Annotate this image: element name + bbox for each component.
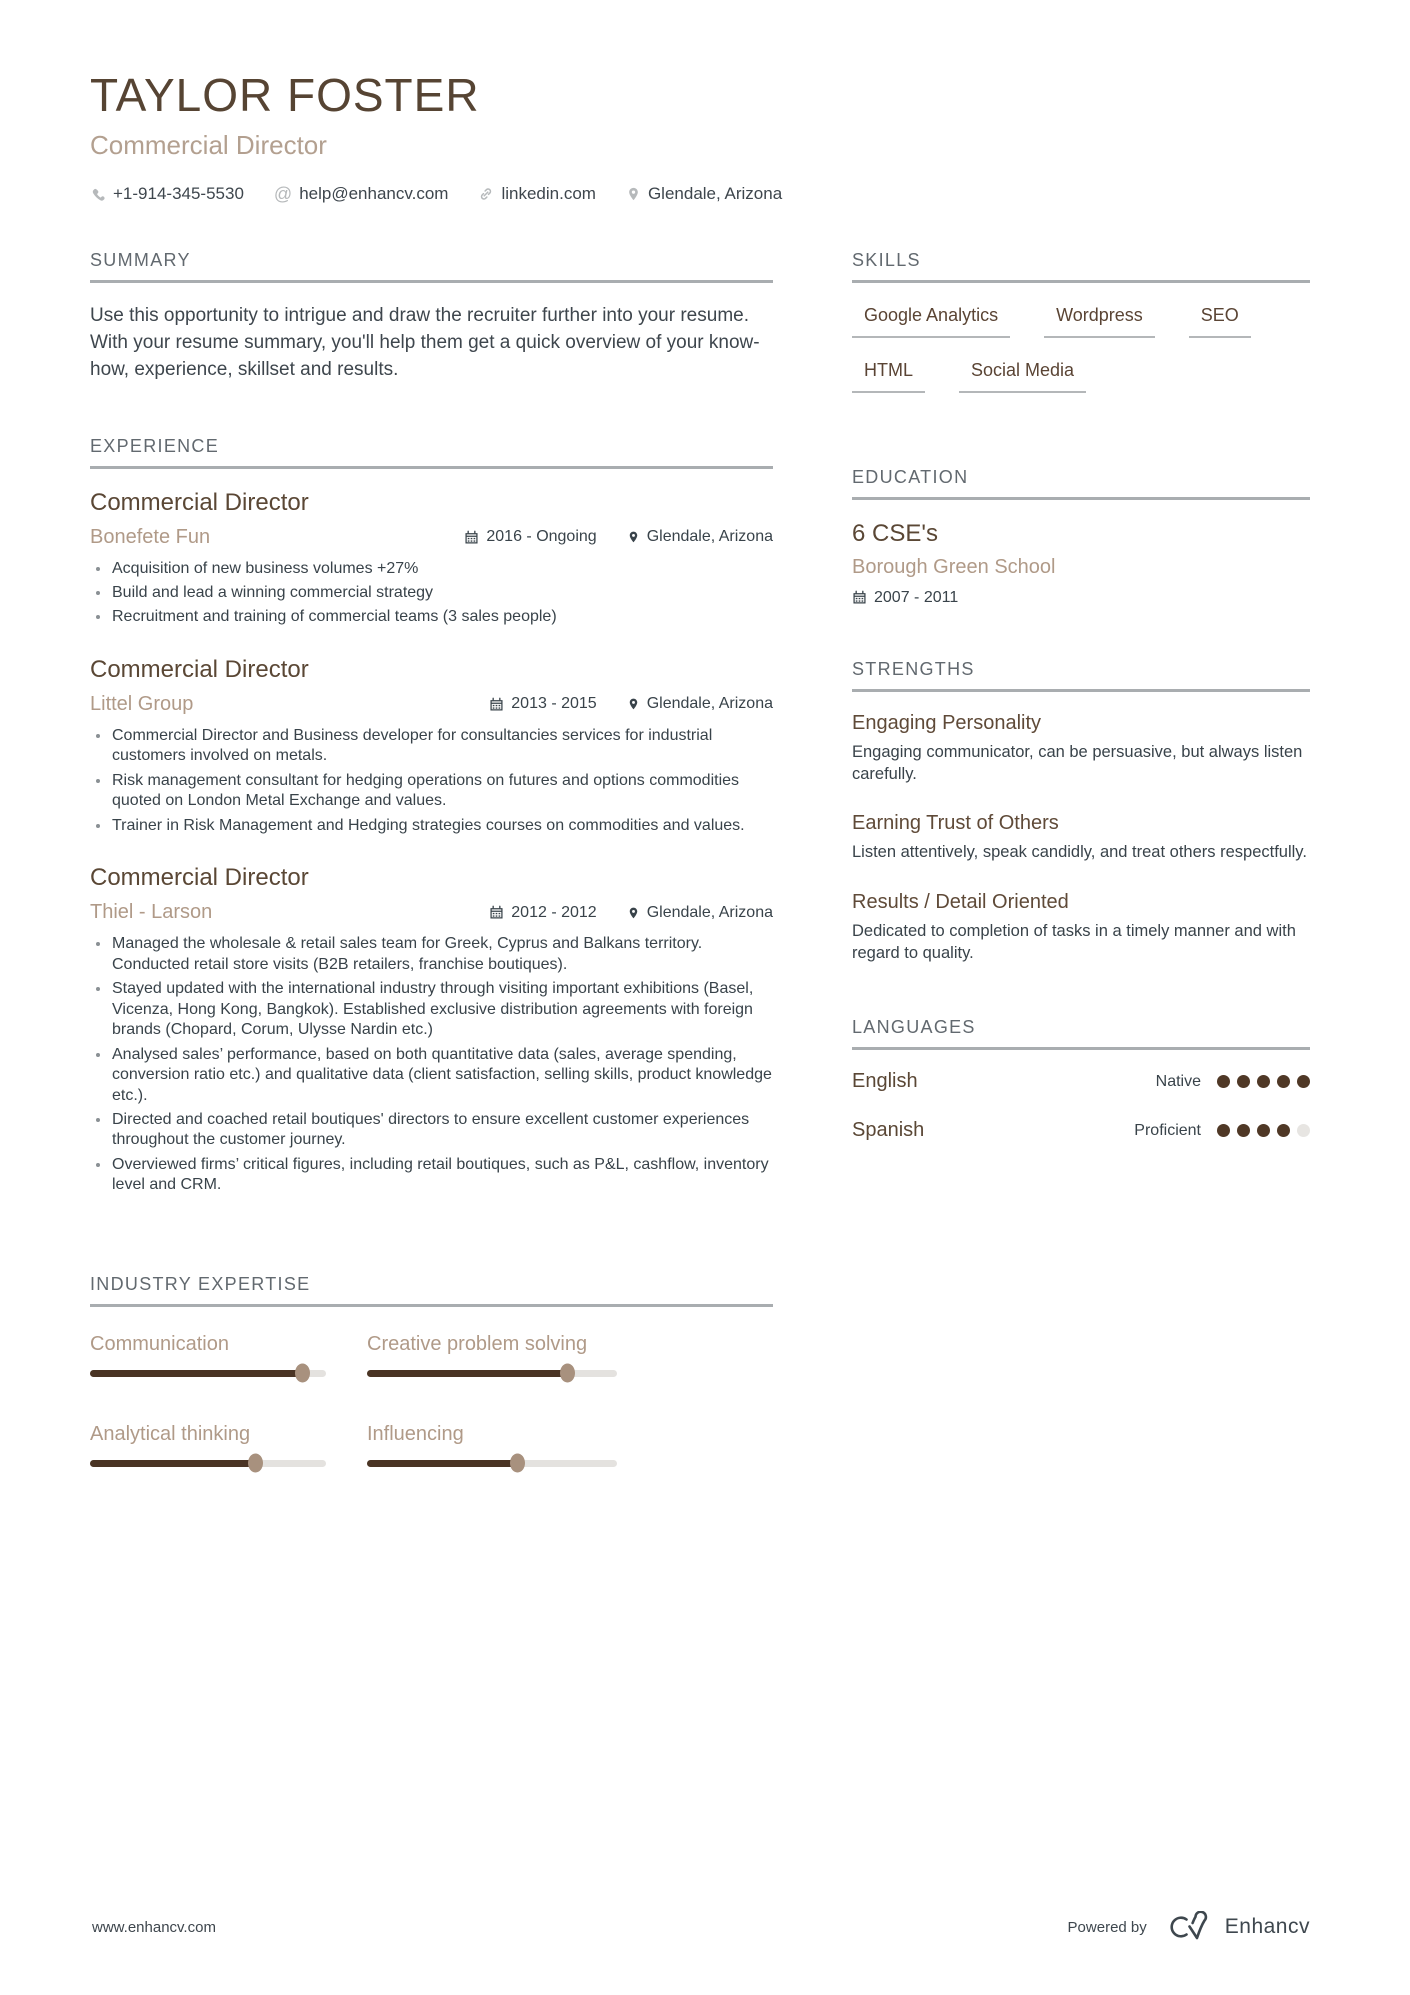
job-location bbox=[627, 528, 773, 546]
summary-heading: SUMMARY bbox=[90, 250, 773, 283]
skill-tag: Google Analytics bbox=[852, 305, 1010, 338]
bullet-dot bbox=[96, 734, 100, 738]
link-icon bbox=[478, 186, 494, 202]
summary-text: Use this opportunity to intrigue and draw the recruiter further into your resume. With your resume summary, you'll help them get a quick overview of your know-how, experience, skillset and results. bbox=[90, 304, 760, 380]
person-name: TAYLOR FOSTER bbox=[90, 69, 480, 121]
expertise-item bbox=[90, 1423, 326, 1467]
education-dates bbox=[852, 589, 1310, 607]
level-dot bbox=[1257, 1124, 1270, 1137]
level-dot bbox=[1297, 1124, 1310, 1137]
expertise-label: Creative problem solving bbox=[367, 1332, 588, 1355]
expertise-item bbox=[367, 1423, 617, 1467]
language-level: Native bbox=[1155, 1072, 1201, 1090]
job-dates bbox=[464, 528, 596, 546]
expertise-label: Analytical thinking bbox=[90, 1422, 251, 1445]
level-dot bbox=[1257, 1075, 1270, 1088]
location-pin-icon bbox=[627, 697, 640, 711]
job-title: Commercial Director bbox=[90, 655, 309, 683]
skill-tag: Social Media bbox=[959, 360, 1086, 393]
slider-knob[interactable] bbox=[510, 1454, 525, 1473]
bullet-item: Build and lead a winning commercial strategy bbox=[90, 583, 773, 603]
strength-text: Engaging communicator, can be persuasive, but always listen carefully. bbox=[852, 742, 1303, 783]
left-column bbox=[90, 250, 773, 1519]
education-dates-text: 2007 - 2011 bbox=[874, 588, 959, 606]
bullet-dot bbox=[96, 1163, 100, 1167]
level-dot bbox=[1277, 1124, 1290, 1137]
experience-entry bbox=[90, 864, 773, 1196]
job-dates-text: 2012 - 2012 bbox=[511, 903, 597, 921]
level-dot bbox=[1277, 1075, 1290, 1088]
bullet-item: Commercial Director and Business developer for consultancies services for industrial customers involved on metals. bbox=[90, 726, 773, 767]
job-location-text: Glendale, Arizona bbox=[646, 695, 773, 713]
experience-heading: EXPERIENCE bbox=[90, 436, 773, 469]
section-strengths bbox=[852, 659, 1310, 966]
language-level: Proficient bbox=[1134, 1121, 1201, 1139]
education-degree: 6 CSE's bbox=[852, 519, 938, 547]
section-education bbox=[852, 467, 1310, 607]
experience-entry bbox=[90, 656, 773, 836]
calendar-icon bbox=[489, 905, 504, 920]
strength-text: Listen attentively, speak candidly, and treat others respectfully. bbox=[852, 843, 1307, 862]
footer-website-link[interactable]: www.enhancv.com bbox=[92, 1918, 216, 1936]
bullet-item: Stayed updated with the international industry through visiting important exhibitions (Basel, Vicenza, Hong Kong, Bangkok). Established exclusive distribution agreements with foreign brands (Chopard, Corum, Ulysse Nardin etc.) bbox=[90, 979, 773, 1040]
job-bullets bbox=[90, 726, 773, 836]
job-location bbox=[627, 904, 773, 922]
bullet-item: Overviewed firms’ critical figures, including retail boutiques, such as P&L, cashflow, inventory level and CRM. bbox=[90, 1155, 773, 1196]
page-footer bbox=[0, 1911, 1410, 1943]
location-pin-icon bbox=[627, 906, 640, 920]
skill-tag: Wordpress bbox=[1044, 305, 1155, 338]
job-dates bbox=[489, 695, 596, 713]
calendar-icon bbox=[464, 530, 479, 545]
job-company: Bonefete Fun bbox=[90, 525, 211, 548]
contact-phone-text: +1-914-345-5530 bbox=[113, 183, 244, 203]
bullet-item: Managed the wholesale & retail sales team for Greek, Cyprus and Balkans territory. Conducted retail store visits (B2B retailers, franchise boutiques). bbox=[90, 934, 773, 975]
languages-heading: LANGUAGES bbox=[852, 1017, 1310, 1050]
education-school: Borough Green School bbox=[852, 555, 1056, 578]
strength-item bbox=[852, 812, 1310, 864]
expertise-slider[interactable] bbox=[367, 1370, 617, 1377]
job-title: Commercial Director bbox=[90, 864, 309, 892]
brand-name: Enhancv bbox=[1224, 1915, 1310, 1938]
strengths-heading: STRENGTHS bbox=[852, 659, 1310, 692]
contact-link-text: linkedin.com bbox=[501, 183, 596, 203]
level-dot bbox=[1237, 1075, 1250, 1088]
bullet-dot bbox=[96, 987, 100, 991]
expertise-item bbox=[90, 1333, 326, 1377]
industry-expertise-heading: INDUSTRY EXPERTISE bbox=[90, 1274, 773, 1307]
enhancv-logo-icon bbox=[1165, 1911, 1215, 1943]
section-skills bbox=[852, 250, 1310, 393]
bullet-dot bbox=[96, 591, 100, 595]
contact-email[interactable] bbox=[274, 184, 449, 204]
job-company: Littel Group bbox=[90, 692, 194, 715]
location-icon bbox=[626, 186, 641, 202]
expertise-slider[interactable] bbox=[367, 1460, 617, 1467]
contact-location bbox=[626, 184, 782, 204]
language-dots bbox=[1217, 1124, 1310, 1137]
slider-knob[interactable] bbox=[248, 1454, 263, 1473]
phone-icon bbox=[90, 186, 106, 202]
contact-location-text: Glendale, Arizona bbox=[647, 183, 783, 203]
level-dot bbox=[1217, 1075, 1230, 1088]
job-dates bbox=[489, 904, 596, 922]
bullet-dot bbox=[96, 1118, 100, 1122]
strength-item bbox=[852, 712, 1310, 786]
bullet-dot bbox=[96, 824, 100, 828]
bullet-item: Trainer in Risk Management and Hedging strategies courses on commodities and values. bbox=[90, 816, 773, 836]
bullet-dot bbox=[96, 567, 100, 571]
language-dots bbox=[1217, 1075, 1310, 1088]
bullet-item: Recruitment and training of commercial teams (3 sales people) bbox=[90, 607, 773, 627]
at-icon: @ bbox=[273, 183, 293, 204]
language-name: English bbox=[852, 1070, 918, 1093]
level-dot bbox=[1237, 1124, 1250, 1137]
powered-by-label: Powered by bbox=[1067, 1918, 1147, 1936]
language-item bbox=[852, 1119, 1310, 1142]
contact-phone[interactable] bbox=[90, 184, 244, 204]
contact-link[interactable] bbox=[478, 184, 596, 204]
person-headline: Commercial Director bbox=[90, 129, 327, 160]
job-location bbox=[627, 695, 773, 713]
bullet-item: Directed and coached retail boutiques' directors to ensure excellent customer experiences throughout the customer journey. bbox=[90, 1110, 773, 1151]
calendar-icon bbox=[852, 590, 867, 605]
resume-body bbox=[90, 250, 1310, 1519]
language-item bbox=[852, 1070, 1310, 1093]
location-pin-icon bbox=[627, 530, 640, 544]
strength-title: Results / Detail Oriented bbox=[852, 891, 1069, 914]
bullet-item: Analysed sales’ performance, based on both quantitative data (sales, average spending, conversion ratio etc.) and qualitative data (client satisfaction, selling skills, product knowledge etc.). bbox=[90, 1045, 773, 1106]
job-title: Commercial Director bbox=[90, 488, 309, 516]
resume-header bbox=[90, 70, 1310, 204]
contact-row bbox=[90, 184, 1310, 204]
footer-brand bbox=[1068, 1911, 1310, 1943]
expertise-label: Communication bbox=[90, 1332, 229, 1355]
strength-text: Dedicated to completion of tasks in a timely manner and with regard to quality. bbox=[852, 922, 1296, 963]
job-bullets bbox=[90, 559, 773, 628]
bullet-dot bbox=[96, 942, 100, 946]
expertise-item bbox=[367, 1333, 617, 1377]
slider-knob[interactable] bbox=[295, 1364, 310, 1383]
skill-tag: SEO bbox=[1189, 305, 1251, 338]
section-summary bbox=[90, 250, 773, 384]
job-location-text: Glendale, Arizona bbox=[646, 528, 773, 545]
job-location-text: Glendale, Arizona bbox=[646, 903, 773, 921]
bullet-item: Risk management consultant for hedging operations on futures and options commodities quoted on London Metal Exchange and values. bbox=[90, 771, 773, 812]
strength-title: Engaging Personality bbox=[852, 711, 1042, 734]
job-company: Thiel - Larson bbox=[90, 901, 213, 924]
section-languages bbox=[852, 1017, 1310, 1142]
expertise-label: Influencing bbox=[367, 1422, 464, 1445]
expertise-slider[interactable] bbox=[90, 1370, 326, 1377]
slider-knob[interactable] bbox=[560, 1364, 575, 1383]
level-dot bbox=[1297, 1075, 1310, 1088]
skill-tag: HTML bbox=[852, 360, 925, 393]
language-name: Spanish bbox=[852, 1119, 925, 1142]
education-heading: EDUCATION bbox=[852, 467, 1310, 500]
expertise-slider[interactable] bbox=[90, 1460, 326, 1467]
skills-heading: SKILLS bbox=[852, 250, 1310, 283]
bullet-dot bbox=[96, 1053, 100, 1057]
section-industry-expertise bbox=[90, 1274, 773, 1467]
level-dot bbox=[1217, 1124, 1230, 1137]
section-experience bbox=[90, 436, 773, 1196]
bullet-item: Acquisition of new business volumes +27% bbox=[90, 559, 773, 579]
strength-title: Earning Trust of Others bbox=[852, 812, 1059, 835]
right-column bbox=[852, 250, 1310, 1519]
experience-entry bbox=[90, 489, 773, 628]
job-dates-text: 2013 - 2015 bbox=[511, 695, 597, 713]
job-bullets bbox=[90, 934, 773, 1196]
calendar-icon bbox=[489, 697, 504, 712]
bullet-dot bbox=[96, 779, 100, 783]
strength-item bbox=[852, 891, 1310, 965]
contact-email-text: help@enhancv.com bbox=[299, 183, 449, 203]
bullet-dot bbox=[96, 615, 100, 619]
job-dates-text: 2016 - Ongoing bbox=[486, 528, 597, 545]
